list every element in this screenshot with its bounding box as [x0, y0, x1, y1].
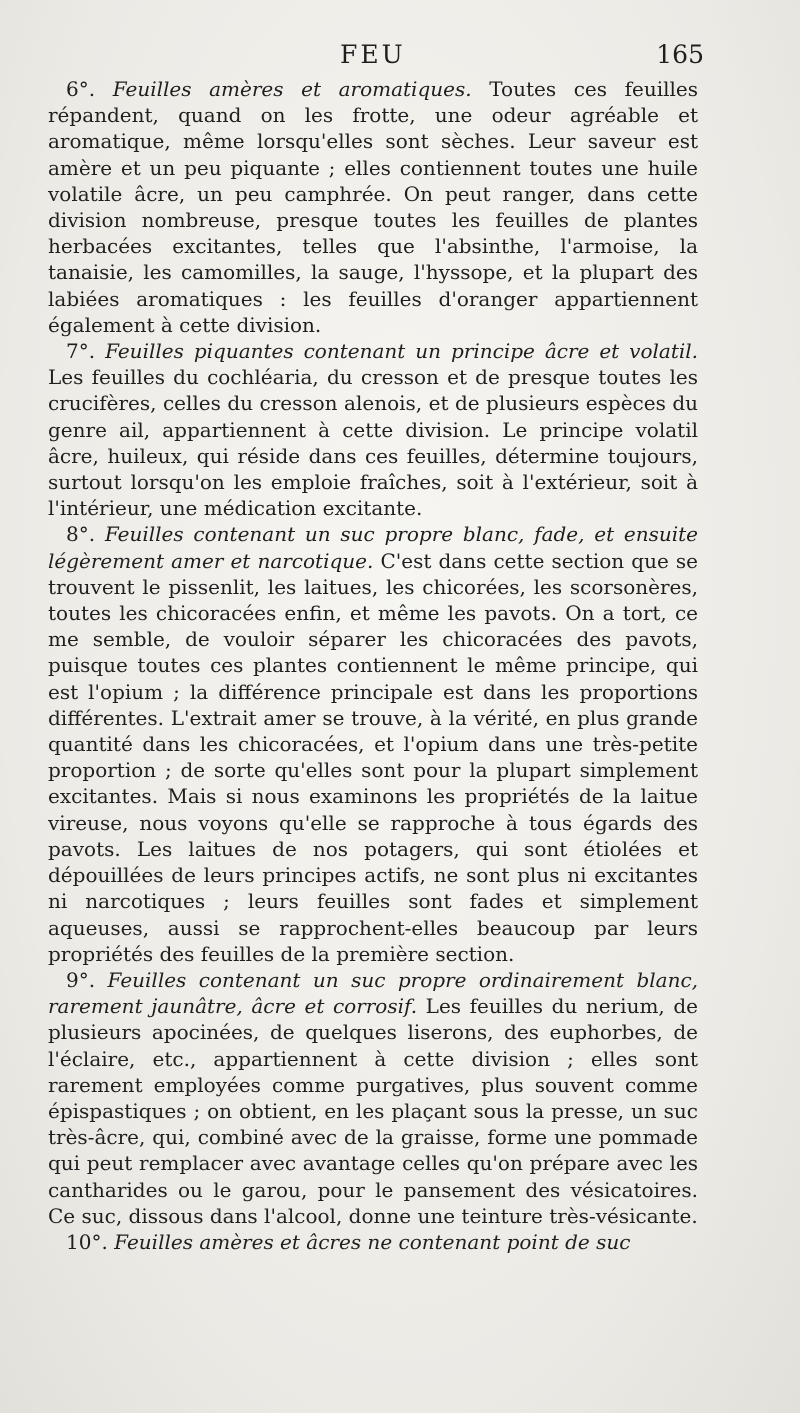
- paragraph-text: Les feuilles du nerium, de plusieurs apocinées, de quelques liserons, des euphorbes, de l'éclaire, etc., appartiennent à cette division ; elles sont rarement employées comme purgatives, plus souvent comme épispastiques ; on obtient, en les plaçant sous la presse, un suc très-âcre, qui, combiné avec de la graisse, forme une pommade qui peut remplacer avec avantage celles qu'on prépare avec les cantharides ou le garou, pour le pansement des vésicatoires. Ce suc, dissous dans l'alcool, donne une teinture très-vésicante.: [48, 994, 698, 1228]
- paragraph-text: C'est dans cette section que se trouvent le pissenlit, les laitues, les chicorées, les scorsonères, toutes les chicoracées enfin, et même les pavots. On a tort, ce me semble, de vouloir séparer les chicoracées des pavots, puisque toutes ces plantes contiennent le même principe, qui est l'opium ; la différence principale est dans les proportions différentes. L'extrait amer se trouve, à la vérité, en plus grande quantité dans les chicoracées, et l'opium dans une très-petite proportion ; de sorte qu'elles sont pour la plupart simplement excitantes. Mais si nous examinons les propriétés de la laitue vireuse, nous voyons qu'elle se rapproche à tous égards des pavots. Les laitues de nos potagers, qui sont étiolées et dépouillées de leurs principes actifs, ne sont plus ni excitantes ni narcotiques ; leurs feuilles sont fades et simplement aqueuses, aussi se rapprochent-elles beaucoup par leurs propriétés des feuilles de la première section.: [48, 548, 698, 966]
- paragraph-10: [48, 1229, 698, 1255]
- paragraph-number: 9°.: [66, 967, 96, 992]
- page-header: [48, 40, 704, 74]
- paragraph-text: Toutes ces feuilles répandent, quand on les frotte, une odeur agréable et aromatique, même lorsqu'elles sont sèches. Leur saveur est amère et un peu piquante ; elles contiennent toutes une huile volatile âcre, un peu camphrée. On peut ranger, dans cette division nombreuse, presque toutes les feuilles de plantes herbacées excitantes, telles que l'absinthe, l'armoise, la tanaisie, les camomilles, la sauge, l'hyssope, et la plupart des labiées aromatiques : les feuilles d'oranger appartiennent également à cette division.: [48, 77, 699, 337]
- paragraph-title: Feuilles amères et aromatiques.: [112, 77, 472, 101]
- paragraph-9: [48, 967, 698, 1229]
- paragraph-title: Feuilles contenant un suc propre blanc, fade, et ensuite légèrement amer et narcotique.: [48, 522, 699, 573]
- paragraph-8: [48, 521, 698, 966]
- running-head: FEU: [340, 40, 406, 69]
- paragraph-number: 10°.: [66, 1229, 108, 1254]
- paragraph-title: Feuilles contenant un suc propre ordinairement blanc, rarement jaunâtre, âcre et corrosif.: [48, 967, 699, 1019]
- paragraph-7: [48, 338, 698, 521]
- paragraph-text: Les feuilles du cochléaria, du cresson et de presque toutes les crucifères, celles du cresson alenois, et de plusieurs espèces du genre ail, appartiennent à cette division. Le principe volatil âcre, huileux, qui réside dans ces feuilles, détermine toujours, surtout lorsqu'on les emploie fraîches, soit à l'extérieur, soit à l'intérieur, une médication excitante.: [48, 365, 698, 521]
- paragraph-number: 7°.: [66, 339, 96, 364]
- paragraph-title: Feuilles piquantes contenant un principe âcre et volatil.: [105, 339, 699, 364]
- paragraph-title: Feuilles amères et âcres ne contenant point de suc: [114, 1229, 631, 1254]
- paragraph-6: [48, 76, 698, 338]
- page-number: 165: [656, 40, 704, 69]
- body-text: [48, 76, 698, 1255]
- paragraph-number: 8°.: [66, 522, 96, 547]
- paragraph-number: 6°.: [66, 77, 96, 101]
